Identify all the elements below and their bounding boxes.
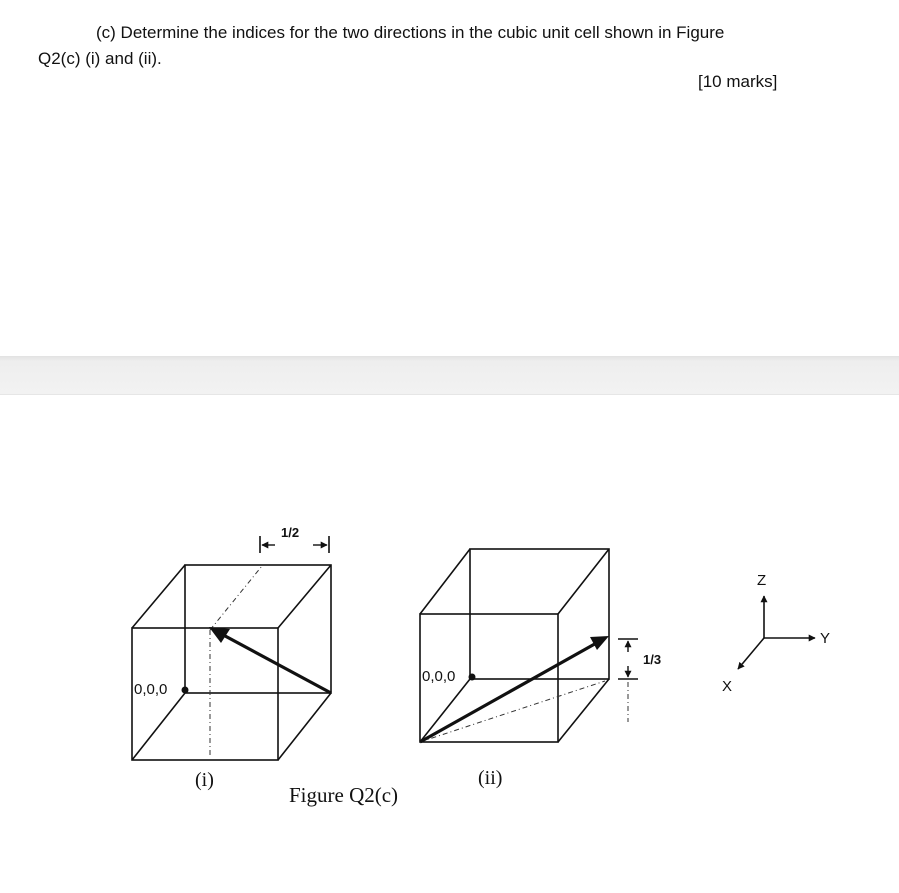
direction-vector-ii bbox=[420, 641, 600, 742]
marks-label: [10 marks] bbox=[698, 72, 778, 91]
origin-point-ii bbox=[469, 674, 476, 681]
origin-label-i: 0,0,0 bbox=[134, 681, 168, 698]
cube-ii bbox=[420, 549, 609, 742]
cube-ii-edge bbox=[420, 549, 470, 614]
cube-ii-edge bbox=[420, 679, 470, 742]
dimension-label-third: 1/3 bbox=[643, 652, 662, 667]
direction-vector-i bbox=[214, 630, 331, 693]
cube-i-edge bbox=[132, 693, 185, 760]
x-axis-arrow bbox=[738, 638, 764, 669]
cube-i-edge bbox=[132, 565, 185, 628]
direction-vector-ii-head bbox=[590, 636, 609, 650]
cube-ii-dashed-guides bbox=[420, 681, 628, 742]
question-line-1: (c) Determine the indices for the two directions in the cubic unit cell shown in Figure bbox=[96, 23, 725, 42]
origin-point-i bbox=[182, 687, 189, 694]
third-dimension-marker bbox=[618, 639, 661, 679]
cube-i-edge bbox=[278, 693, 331, 760]
cube-i-back-face bbox=[185, 565, 331, 693]
y-axis-label: Y bbox=[820, 630, 831, 647]
cube-ii-edge bbox=[558, 549, 609, 614]
cube-i bbox=[132, 565, 331, 760]
panel-label-i: (i) bbox=[195, 769, 214, 791]
origin-label-ii: 0,0,0 bbox=[422, 668, 456, 685]
direction-vector-i-head bbox=[209, 627, 230, 643]
question-line-2: Q2(c) (i) and (ii). bbox=[38, 49, 162, 68]
axes-indicator bbox=[722, 572, 830, 695]
half-dimension-marker bbox=[260, 525, 329, 553]
cube-i-edge bbox=[278, 565, 331, 628]
figure-caption: Figure Q2(c) bbox=[289, 783, 399, 807]
dimension-label-half: 1/2 bbox=[281, 525, 300, 540]
x-axis-label: X bbox=[722, 678, 733, 695]
cube-i-dashed-guides bbox=[210, 566, 262, 758]
panel-label-ii: (ii) bbox=[478, 767, 503, 789]
z-axis-label: Z bbox=[757, 572, 767, 589]
cube-i-dashed-diagonal bbox=[210, 566, 262, 630]
